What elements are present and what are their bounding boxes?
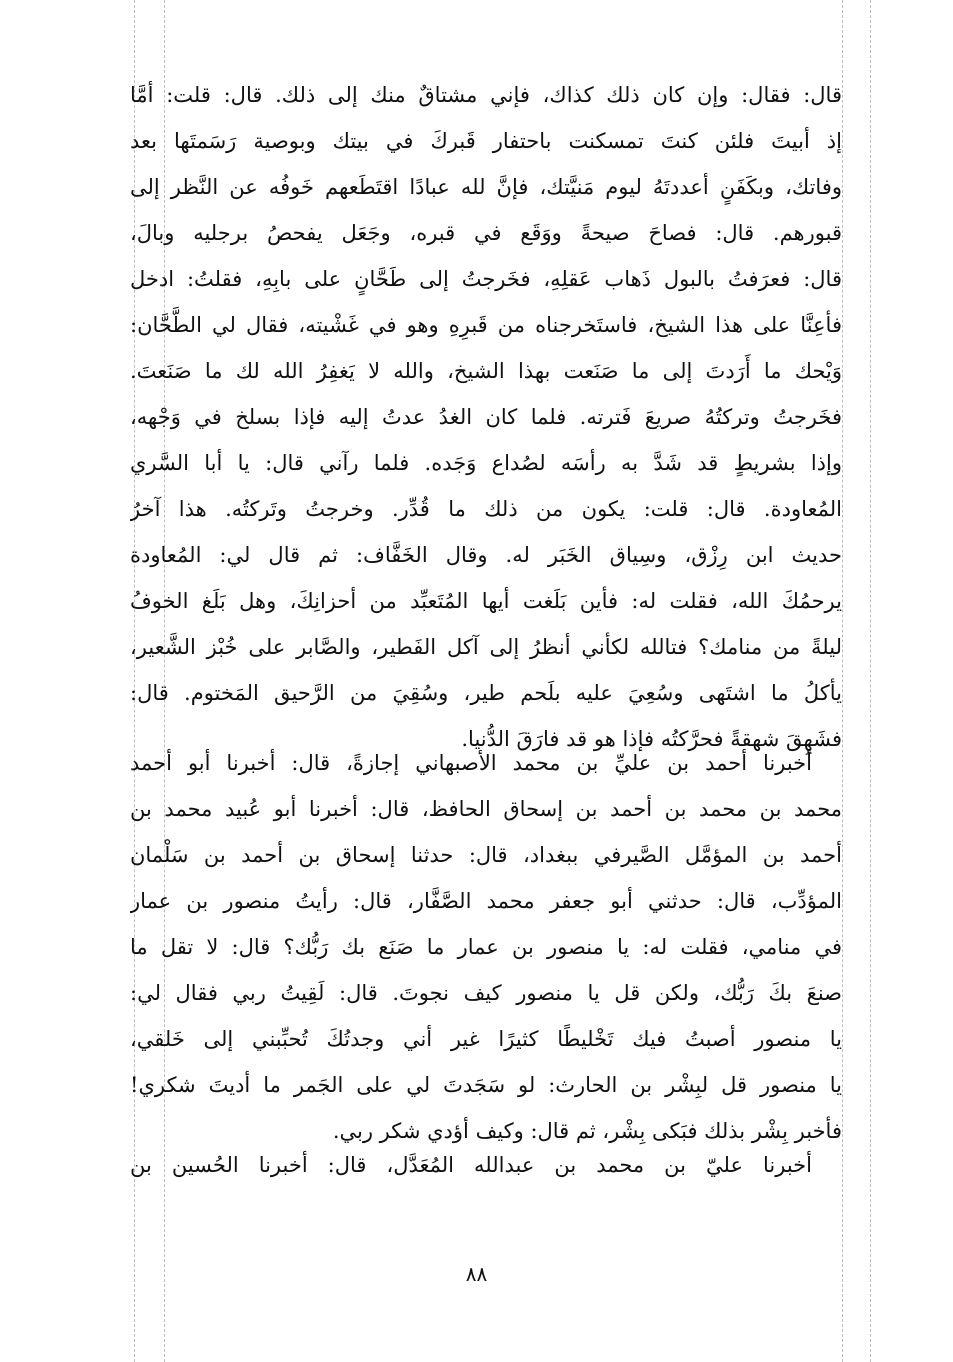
text-line: وإذا بشريطٍ قد شَدَّ به رأسَه لصُداع وَجَده. فلما رآني قال: يا أبا السَّري xyxy=(130,451,842,475)
text-line: وفاتك، وبكَفَنٍ أعددتَهُ ليوم مَنيَّتك، فإنَّ لله عبادًا اقتَطَعهم خَوفُه عن النَّظر إلى xyxy=(130,175,842,199)
text-line: قال: فعرَفتُ بالبول ذَهاب عَقلِهِ، فخَرجتُ إلى طَحَّانٍ على بابِهِ، فقلتُ: ادخل xyxy=(130,267,842,291)
text-line: في منامي، فقلت له: يا منصور بن عمار ما صَنَع بك رَبُّك؟ قال: لا تقل ما xyxy=(130,935,842,959)
text-line: يأكلُ ما اشتَهى وسُعِيَ عليه بلَحم طير، وسُقِيَ من الرَّحيق المَختوم. قال: xyxy=(130,681,842,705)
margin-guide-right-inner xyxy=(842,0,843,1362)
text-line: حديث ابن رِزْق، وسِياق الخَبَر له. وقال الخَفَّاف: ثم قال لي: المُعاودة xyxy=(130,543,842,567)
text-line: المُعاودة. قال: قلت: يكون من ذلك ما قُدِّر. وخرجتُ وتَركتُه. هذا آخرُ xyxy=(130,497,842,521)
text-line: ليلةً من منامك؟ فتالله لكأني أنظرُ إلى آكل الفَطير، والصَّابر على خُبْز الشَّعير، xyxy=(130,635,842,659)
margin-guide-right xyxy=(870,0,871,1362)
paragraph-2 xyxy=(130,740,842,1154)
text-line: فخَرجتُ وتركتُهُ صريعَ فَترته. فلما كان الغدُ عدتُ إليه فإذا بسلخ في وَجْهه، xyxy=(130,405,842,429)
text-line: وَيْحك ما أَرَدتَ إلى ما صَنَعت بهذا الشيخ، والله لا يَغفِرُ الله لك ما صَنَعتَ. xyxy=(130,359,842,383)
text-line: فأخبر بِشْر بذلك فبَكى بِشْر، ثم قال: وكيف أؤدي شكر ربي. xyxy=(332,1119,842,1143)
text-line: أحمد بن المؤمَّل الصَّيرفي ببغداد، قال: حدثنا إسحاق بن أحمد بن سَلْمان xyxy=(130,843,842,867)
text-line: المؤدِّب، قال: حدثني أبو جعفر محمد الصَّفَّار، قال: رأيتُ منصور بن عمار xyxy=(130,889,842,913)
paragraph-1 xyxy=(130,72,842,762)
text-line: يرحمُكَ الله، فقلت له: فأين بَلَغت أيها المُتَعبِّد من أحزانِكَ، وهل بَلَغ الخوفُ xyxy=(130,589,842,613)
text-line: يا منصور أصبتُ فيك تَخْليطًا كثيرًا غير أني وجدتُكَ تُحبِّبني إلى خَلقي، xyxy=(130,1027,842,1051)
text-line: يا منصور قل لبِشْر بن الحارث: لو سَجَدتَ لي على الجَمر ما أديتَ شكري! xyxy=(130,1073,842,1097)
paragraph-3 xyxy=(130,1142,842,1188)
page-number: ٨٨ xyxy=(465,1262,488,1286)
text-line: فشَهِقَ شهقةً فحرَّكتُه فإذا هو قد فارَقَ الدُّنيا. xyxy=(461,727,842,751)
text-line: أخبرنا عليّ بن محمد بن عبدالله المُعَدَّل، قال: أخبرنا الحُسين بن xyxy=(130,1153,812,1177)
text-line: صنعَ بكَ رَبُّك، ولكن قل يا منصور كيف نجوتَ. قال: لَقِيتُ ربي فقال لي: xyxy=(130,981,842,1005)
text-line: قال: فقال: وإن كان ذلك كذاك، فإني مشتاقٌ منك إلى ذلك. قال: قلت: أمَّا xyxy=(130,83,842,107)
text-line: أخبرنا أحمد بن عليِّ بن محمد الأصبهاني إجازةً، قال: أخبرنا أبو أحمد xyxy=(130,751,812,775)
text-line: فأعِنَّا على هذا الشيخ، فاستَخرجناه من قَبرِهِ وهو في غَشْيته، فقال لي الطَّحَّان: xyxy=(130,313,842,337)
text-line: محمد بن محمد بن أحمد بن إسحاق الحافظ، قال: أخبرنا أبو عُبيد محمد بن xyxy=(130,797,842,821)
text-line: قبورهم. قال: فصاحَ صيحةً ووَقَع في قبره، وجَعَل يفحصُ برجليه وبالَ، xyxy=(130,221,842,245)
text-line: إذ أبيتَ فلئن كنتَ تمسكنت باحتفار قَبركَ في بيتك وبوصية رَسَمتَها بعد xyxy=(130,129,842,153)
